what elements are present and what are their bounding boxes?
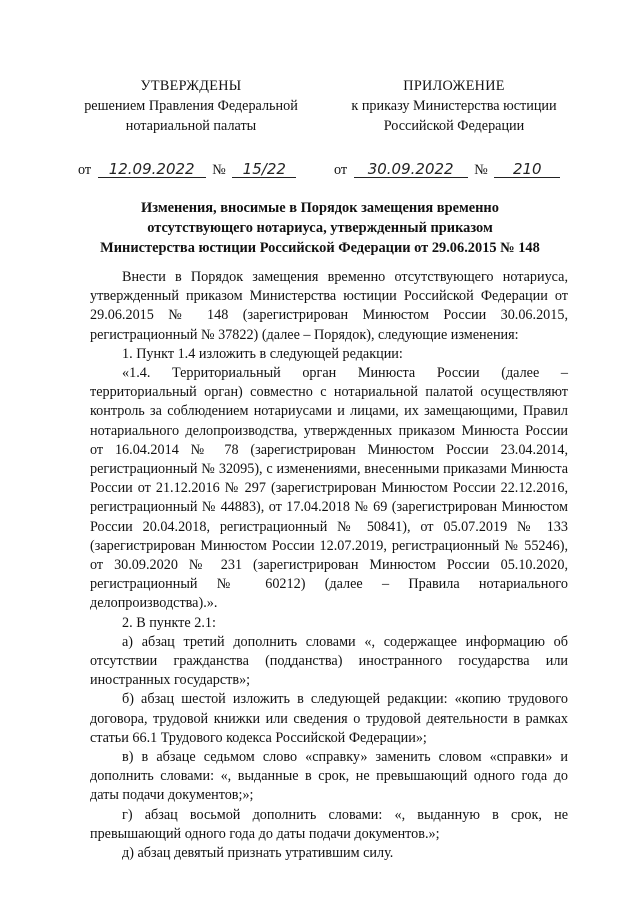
- handwritten-date: 30.09.2022: [354, 161, 468, 178]
- from-label: от: [334, 162, 348, 178]
- paragraph-subitem-g: г) абзац восьмой дополнить словами: «, выданную в срок, не превышающий одного года до даты подачи документов.»;: [90, 806, 568, 842]
- title-line: Изменения, вносимые в Порядок замещения временно: [141, 200, 499, 216]
- approval-block: [66, 76, 316, 136]
- appendix-line: к приказу Министерства юстиции: [351, 98, 557, 114]
- title-line: Министерства юстиции Российской Федерации от 29.06.2015 № 148: [100, 240, 540, 256]
- title-line: отсутствующего нотариуса, утвержденный приказом: [147, 220, 493, 236]
- handwritten-number: 15/22: [232, 161, 296, 178]
- document-body: [90, 268, 568, 863]
- paragraph-item-1-text: «1.4. Территориальный орган Минюста России (далее – территориальный орган) совместно с нотариальной палатой осуществляют контроль за соблюдением нотариусами и лицами, их замещающими, Правил нотариального делопроизводства, утвержденных приказом Минюста России от 16.04.2014 № 78 (зарегистрирован Минюстом России 23.04.2014, регистрационный № 32095), с изменениями, внесенными приказами Минюста России от 21.12.2016 № 297 (зарегистрирован Минюстом России 22.12.2016, регистрационный № 44883), от 17.04.2018 № 69 (зарегистрирован Минюстом России 20.04.2018, регистрационный № 50841), от 05.07.2019 № 133 (зарегистрирован Минюстом России 12.07.2019, регистрационный № 55246), от 30.09.2020 № 231 (зарегистрирован Минюстом России 05.10.2020, регистрационный № 60212) (далее – Правила нотариального делопроизводства).».: [90, 365, 568, 612]
- appendix-block: [320, 76, 588, 136]
- paragraph-subitem-d: д) абзац девятый признать утратившим силу.: [122, 845, 394, 862]
- paragraph-subitem-v: в) в абзаце седьмом слово «справку» заменить словом «справки» и дополнить словами: «, выданные в срок, не превышающий одного года до даты подачи документов;»;: [90, 749, 568, 804]
- number-label: №: [212, 162, 226, 178]
- approval-date-number: [78, 160, 299, 180]
- approval-title: УТВЕРЖДЕНЫ: [140, 78, 242, 94]
- approval-line: решением Правления Федеральной: [84, 98, 298, 114]
- number-label: №: [474, 162, 488, 178]
- paragraph-intro: Внести в Порядок замещения временно отсутствующего нотариуса, утвержденный приказом Министерства юстиции Российской Федерации от 29.06.2015 № 148 (зарегистрирован Минюстом России 30.06.2015, регистрационный № 37822) (далее – Порядок), следующие изменения:: [90, 269, 568, 343]
- handwritten-date: 12.09.2022: [98, 161, 206, 178]
- from-label: от: [78, 162, 92, 178]
- paragraph-item-2: 2. В пункте 2.1:: [122, 614, 216, 631]
- document-title: [60, 198, 580, 258]
- appendix-line: Российской Федерации: [383, 118, 525, 134]
- approval-line: нотариальной палаты: [125, 118, 257, 134]
- paragraph-item-1: 1. Пункт 1.4 изложить в следующей редакции:: [122, 345, 403, 362]
- appendix-title: ПРИЛОЖЕНИЕ: [403, 78, 505, 94]
- paragraph-subitem-b: б) абзац шестой изложить в следующей редакции: «копию трудового договора, трудовой книжки или сведения о трудовой деятельности в рамках статьи 66.1 Трудового кодекса Российской Федерации»;: [90, 691, 568, 746]
- paragraph-subitem-a: а) абзац третий дополнить словами «, содержащее информацию об отсутствии гражданства (подданства) иностранного государства или иностранных государств»;: [90, 633, 568, 689]
- handwritten-number: 210: [494, 161, 560, 178]
- order-date-number: [334, 160, 563, 180]
